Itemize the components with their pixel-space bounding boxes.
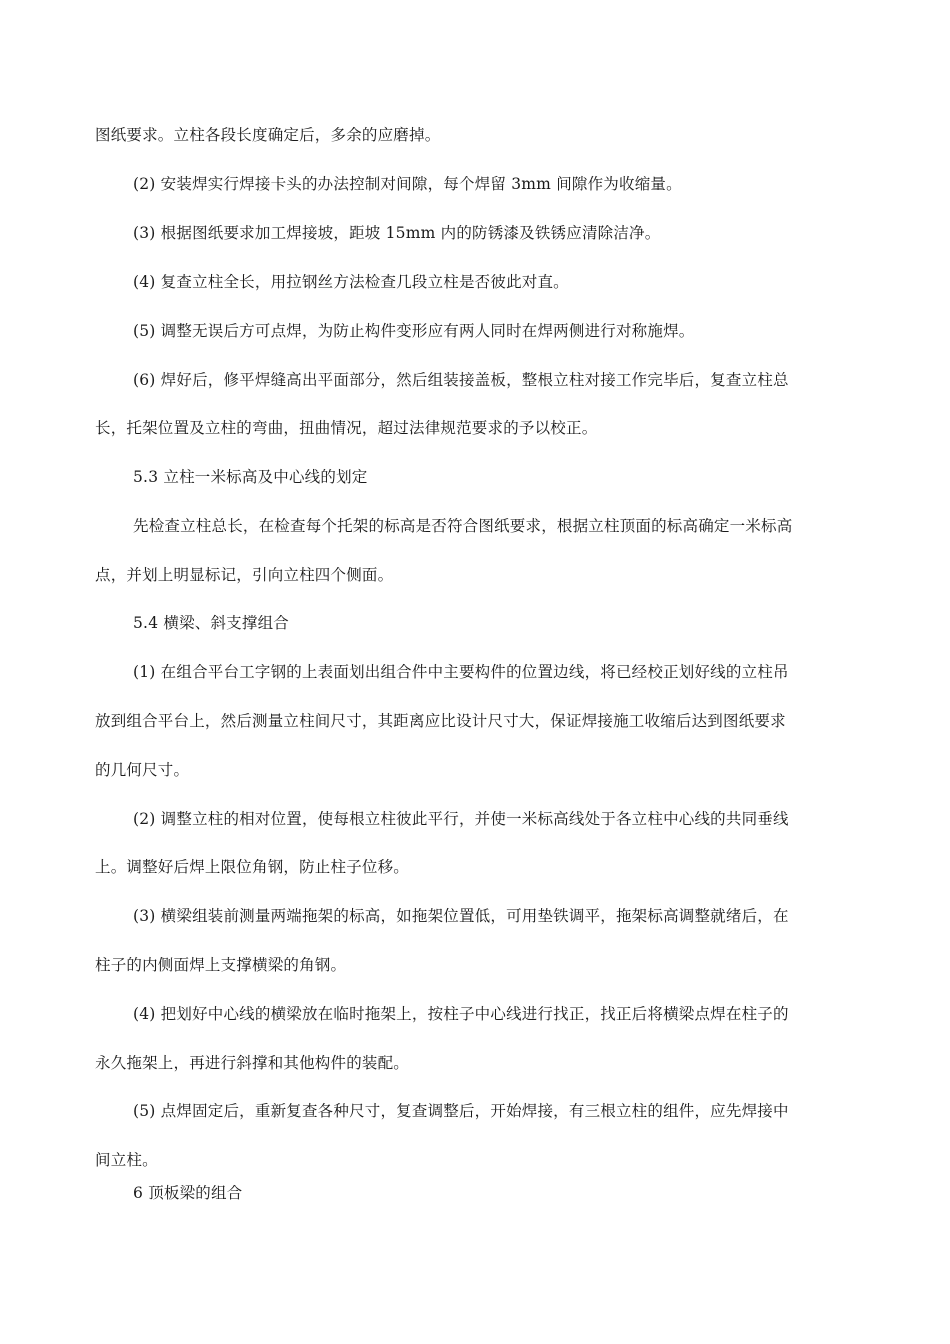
paragraph-line: (5) 点焊固定后，重新复查各种尺寸，复查调整后，开始焊接，有三根立柱的组件，应先焊接中: [133, 1102, 789, 1120]
paragraph-line: (2) 安装焊实行焊接卡头的办法控制对间隙，每个焊留 3mm 间隙作为收缩量。: [133, 175, 682, 193]
paragraph-line: (3) 根据图纸要求加工焊接坡，距坡 15mm 内的防锈漆及铁锈应清除洁净。: [133, 224, 661, 242]
section-heading: 5.3 立柱一米标高及中心线的划定: [133, 468, 368, 486]
paragraph-line: 间立柱。: [95, 1151, 158, 1169]
paragraph-line: (6) 焊好后，修平焊缝高出平面部分，然后组装接盖板，整根立柱对接工作完毕后，复查立柱总: [133, 371, 789, 389]
paragraph-line: 点，并划上明显标记，引向立柱四个侧面。: [95, 566, 394, 584]
paragraph-line: (4) 把划好中心线的横梁放在临时拖架上，按柱子中心线进行找正，找正后将横梁点焊在柱子的: [133, 1005, 789, 1023]
section-heading: 6 顶板梁的组合: [133, 1184, 243, 1202]
paragraph-line: (2) 调整立柱的相对位置，使每根立柱彼此平行，并使一米标高线处于各立柱中心线的共同垂线: [133, 810, 789, 828]
paragraph-line: 永久拖架上，再进行斜撑和其他构件的装配。: [95, 1054, 410, 1072]
section-heading: 5.4 横梁、斜支撑组合: [133, 614, 289, 632]
paragraph-line: (3) 横梁组装前测量两端拖架的标高，如拖架位置低，可用垫铁调平，拖架标高调整就绪后，在: [133, 907, 789, 925]
paragraph-line: 上。调整好后焊上限位角钢，防止柱子位移。: [95, 858, 410, 876]
paragraph-line: 长，托架位置及立柱的弯曲，扭曲情况，超过法律规范要求的予以校正。: [95, 419, 598, 437]
paragraph-line: 放到组合平台上，然后测量立柱间尺寸，其距离应比设计尺寸大，保证焊接施工收缩后达到图纸要求: [95, 712, 786, 730]
paragraph-line: 的几何尺寸。: [95, 761, 190, 779]
paragraph-line: 图纸要求。立柱各段长度确定后，多余的应磨掉。: [95, 126, 441, 144]
paragraph-line: (4) 复查立柱全长，用拉钢丝方法检查几段立柱是否彼此对直。: [133, 273, 569, 291]
paragraph-line: 柱子的内侧面焊上支撑横梁的角钢。: [95, 956, 347, 974]
paragraph-line: 先检查立柱总长，在检查每个托架的标高是否符合图纸要求，根据立柱顶面的标高确定一米标高: [133, 517, 793, 535]
paragraph-line: (1) 在组合平台工字钢的上表面划出组合件中主要构件的位置边线，将已经校正划好线的立柱吊: [133, 663, 789, 681]
paragraph-line: (5) 调整无误后方可点焊，为防止构件变形应有两人同时在焊两侧进行对称施焊。: [133, 322, 695, 340]
